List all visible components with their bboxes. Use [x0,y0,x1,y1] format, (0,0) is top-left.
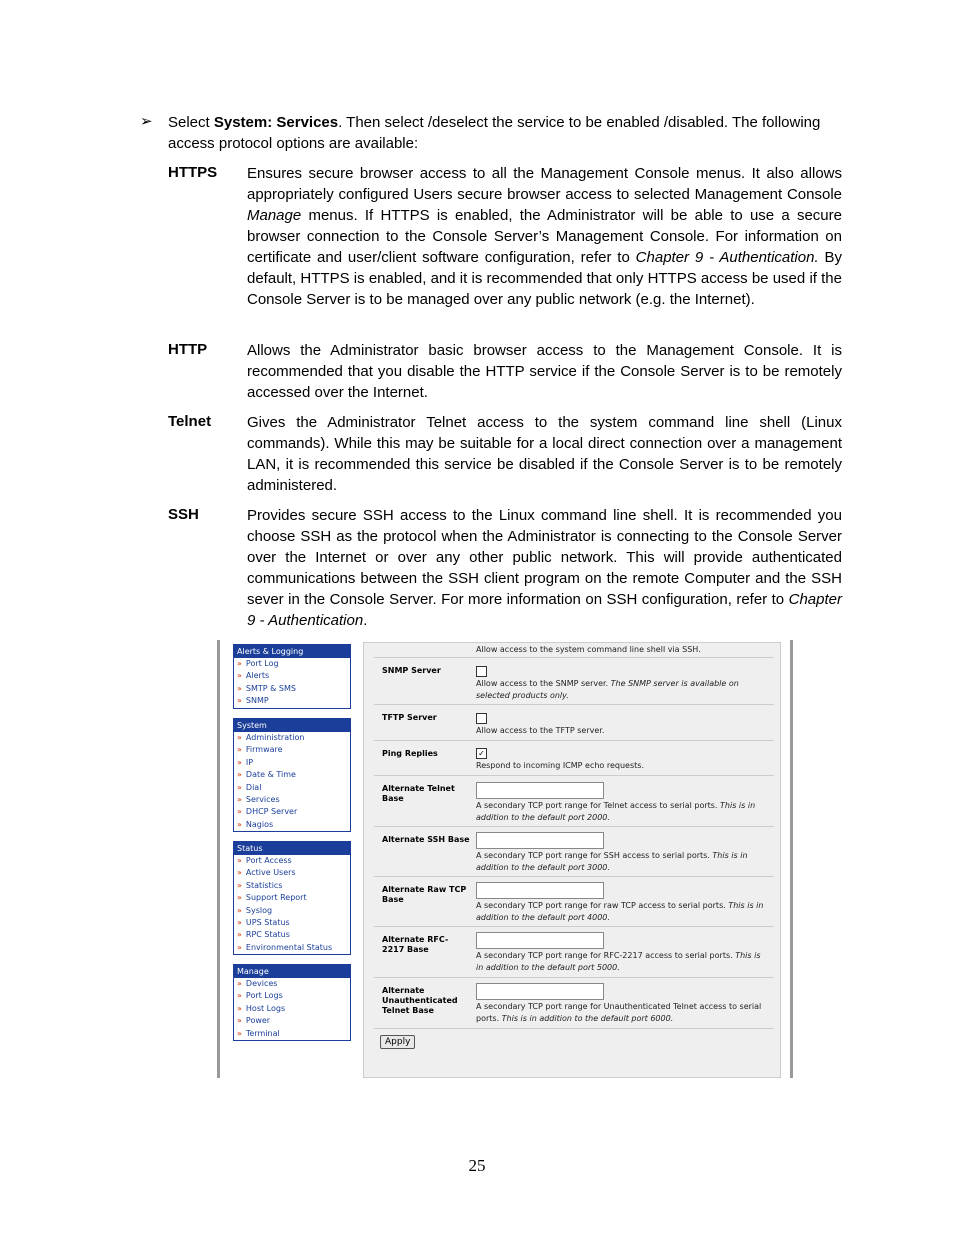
menu-header: Status [234,842,350,855]
menu-item[interactable]: » Services [237,795,280,805]
left-border [217,640,220,1078]
menu-item[interactable]: » UPS Status [237,918,290,928]
menu-status [233,841,351,955]
menu-path: System: Services [213,114,339,131]
menu-header: Alerts & Logging [234,645,350,658]
ping-checkbox[interactable]: ✓ [476,748,487,759]
desc-telnet: Gives the Administrator Telnet access to the system command line shell (Linux commands). While this may be suitable for a local direct connection over a management LAN, it is recommended this service be disabled if the Console Server is to be remotely administered. [247,414,842,494]
term-https: HTTPS [168,164,218,181]
menu-item[interactable]: » SMTP & SMS [237,683,296,693]
menu-manage [233,964,351,1041]
menu-item[interactable]: » DHCP Server [237,807,298,817]
services-form [363,642,781,1078]
form-row-rfc2217-base: Alternate RFC-2217 Base A secondary TCP port range for RFC-2217 access to serial ports. This is in addition to the default port 5000. [374,927,774,978]
menu-item[interactable]: » Terminal [237,1028,280,1038]
form-row-snmp: SNMP Server Allow access to the SNMP server. The SNMP server is available on selected products only. [374,658,774,705]
term-ssh: SSH [168,506,199,523]
desc-http: Allows the Administrator basic browser access to the Management Console. It is recommended that you disable the HTTP service if the Console Server is to be remotely accessed over the Internet. [247,342,842,401]
right-border [790,640,793,1078]
menu-item[interactable]: » Host Logs [237,1003,286,1013]
apply-button[interactable]: Apply [380,1035,415,1049]
ssh-base-input[interactable] [476,832,604,849]
menu-item[interactable]: » Environmental Status [237,942,333,952]
menu-item[interactable]: » Alerts [237,671,270,681]
menu-system [233,718,351,832]
menu-item[interactable]: » Port Log [237,659,279,668]
term-telnet: Telnet [168,413,212,430]
rfc2217-base-input[interactable] [476,932,604,949]
term-http: HTTP [168,341,208,358]
menu-item[interactable]: » Nagios [237,819,274,829]
menu-item[interactable]: » Active Users [237,868,296,878]
desc-ssh: Provides secure SSH access to the Linux command line shell. It is recommended you choose SSH as the protocol when the Administrator is connecting to the Console Server over the Internet or over any other public network. This will provide authenticated communications between the SSH client program on the remote Computer and the SSH sever in the Console Server. For more information on SSH configuration, refer to Chapter 9 - Authentication. [247,507,842,629]
menu-alerts-logging [233,644,351,709]
menu-item[interactable]: » Administration [237,733,305,742]
menu-item[interactable]: » Statistics [237,880,283,890]
intro-paragraph: Select System: Services. Then select /deselect the service to be enabled /disabled. The following access protocol options are available: [168,114,821,152]
form-row-unauth-telnet-base: Alternate Unauthenticated Telnet Base A secondary TCP port range for Unauthenticated Telnet access to serial ports. This is in addition to the default port 6000. [374,978,774,1029]
menu-item[interactable]: » Date & Time [237,770,296,780]
form-row-tftp: TFTP Server Allow access to the TFTP server. [374,705,774,741]
form-row-ping: Ping Replies ✓ Respond to incoming ICMP echo requests. [374,741,774,776]
page-number: 25 [468,1156,486,1175]
services-screenshot [217,640,793,1078]
raw-tcp-base-input[interactable] [476,882,604,899]
menu-item[interactable]: » Power [237,1016,271,1026]
tftp-checkbox[interactable] [476,713,487,724]
menu-item[interactable]: » Port Access [237,856,292,865]
menu-item[interactable]: » Devices [237,979,278,988]
snmp-checkbox[interactable] [476,666,487,677]
menu-item[interactable]: » Support Report [237,893,307,903]
unauth-telnet-base-input[interactable] [476,983,604,1000]
menu-item[interactable]: » Dial [237,782,262,792]
menu-item[interactable]: » Syslog [237,905,273,915]
menu-item[interactable]: » Port Logs [237,991,283,1001]
form-row-telnet-base: Alternate Telnet Base A secondary TCP port range for Telnet access to serial ports. This is in addition to the default port 2000. [374,776,774,827]
form-row-raw-tcp-base: Alternate Raw TCP Base A secondary TCP port range for raw TCP access to serial ports. This is in addition to the default port 4000. [374,877,774,927]
menu-item[interactable]: » Firmware [237,745,283,755]
menu-header: System [234,719,350,732]
desc-https: Ensures secure browser access to all the Management Console menus. It also allows appropriately configured Users secure browser access to selected Management Console Manage menus. If HTTPS is enabled, the Administrator will be able to use a secure browser connection to the Console Server’s Management Console. For information on certificate and user/client software configuration, refer to Chapter 9 - Authentication. By default, HTTPS is enabled, and it is recommended that only HTTPS access be used if the Console Server is to be managed over any public network (e.g. the Internet). [247,165,842,308]
menu-header: Manage [234,965,350,978]
telnet-base-input[interactable] [476,782,604,799]
form-row: Allow access to the system command line shell via SSH. [374,643,774,658]
menu-item[interactable]: » IP [237,757,254,767]
form-row-ssh-base: Alternate SSH Base A secondary TCP port range for SSH access to serial ports. This is in addition to the default port 3000. [374,827,774,877]
menu-item[interactable]: » SNMP [237,696,269,706]
menu-item[interactable]: » RPC Status [237,930,290,940]
bullet-arrow-icon: ➢ [140,113,153,130]
